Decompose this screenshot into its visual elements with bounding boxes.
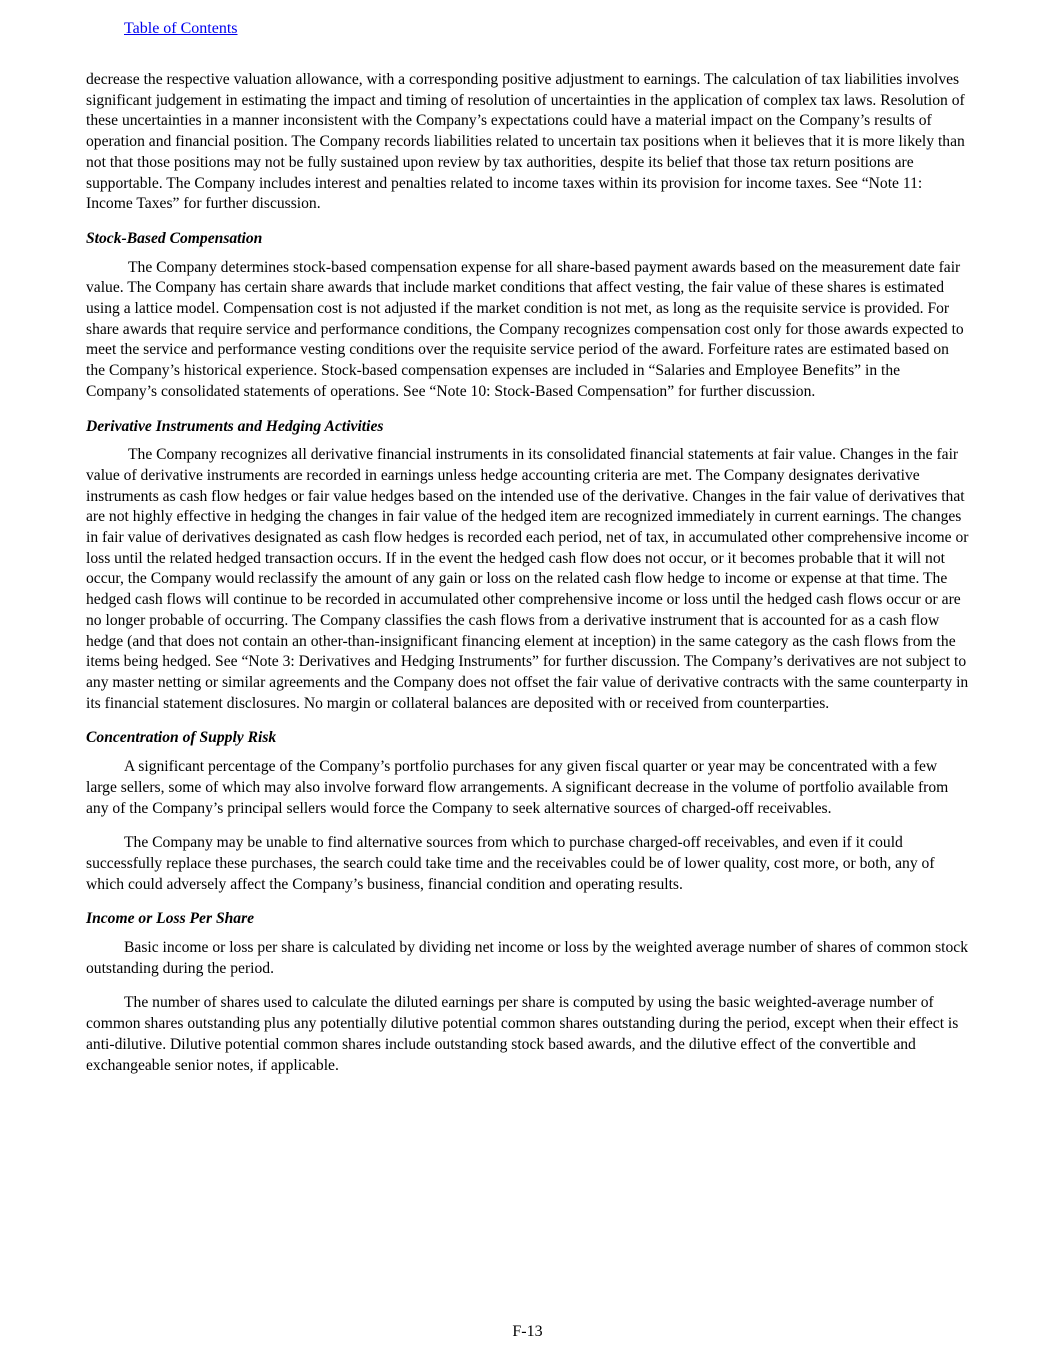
per-share-paragraph-2: The number of shares used to calculate the diluted earnings per share is computed by using the basic weighted-average number of common shares outstanding plus any potentially dilutive potential common shares outstanding during the period, except when their effect is anti-dilutive. Dilutive potential common shares include outstanding stock based awards, and the dilutive effect of the convertible and exchangeable senior notes, if applicable. (86, 994, 959, 1074)
stock-based-compensation-paragraph: The Company determines stock-based compensation expense for all share-based payment awards based on the measurement date fair value. The Company has certain share awards that include market conditions that affect vesting, the fair value of these shares is estimated using a lattice model. Compensation cost is not adjusted if the market condition is not met, as long as the requisite service is provided. For share awards that require service and performance conditions, the Company recognizes compensation cost only for those awards expected to meet the service and performance vesting conditions over the requisite service period of the award. Forfeiture rates are estimated based on the Company’s historical experience. Stock-based compensation expenses are included in “Salaries and Employee Benefits” in the Company’s consolidated statements of operations. See “Note 10: Stock-Based Compensation” for further discussion. (86, 258, 964, 400)
derivatives-paragraph: The Company recognizes all derivative financial instruments in its consolidated financial statements at fair value. Changes in the fair value of derivative instruments are recorded in earnings unless hedge accounting criteria are met. The Company designates derivative instruments as cash flow hedges or fair value hedges based on the intended use of the derivative. Changes in the fair value of derivatives that are not highly effective in hedging the changes in fair value of the hedged item are recognized immediately in current earnings. The changes in fair value of derivatives designated as cash flow hedges is recorded each period, net of tax, in accumulated other comprehensive income or loss until the related hedged transaction occurs. If in the event the hedged cash flow does not occur, or it becomes probable that it will not occur, the Company would reclassify the amount of any gain or loss on the related cash flow hedge to income or expense at that time. The hedged cash flows will continue to be recorded in accumulated other comprehensive income or loss until the hedged cash flows occur or are no longer probable of occurring. The Company classifies the cash flows from a derivative instrument that is accounted for as a cash flow hedge (and that does not contain an other-than-insignificant financing element at inception) in the same category as the cash flows from the items being hedged. See “Note 3: Derivatives and Hedging Instruments” for further discussion. The Company’s derivatives are not subject to any master netting or similar agreements and the Company does not offset the fair value of derivative contracts with the same counterparty in its financial statement disclosures. No margin or collateral balances are deposited with or received from counterparties. (86, 446, 969, 712)
supply-risk-heading: Concentration of Supply Risk (86, 729, 277, 747)
supply-risk-paragraph-1: A significant percentage of the Company’s portfolio purchases for any given fiscal quarter or year may be concentrated with a few large sellers, some of which may also involve forward flow arrangements. A significant decrease in the volume of portfolio available from any of the Company’s principal sellers would force the Company to seek alternative sources of charged-off receivables. (86, 758, 949, 817)
document-body (86, 70, 970, 1076)
table-of-contents-link[interactable]: Table of Contents (124, 20, 238, 37)
tax-continuation-paragraph: decrease the respective valuation allowance, with a corresponding positive adjustment to earnings. The calculation of tax liabilities involves significant judgement in estimating the impact and timing of resolution of uncertainties in the application of complex tax laws. Resolution of these uncertainties in a manner inconsistent with the Company’s expectations could have a material impact on the Company’s results of operation and financial position. The Company records liabilities related to uncertain tax positions when it believes that it is more likely than not that those positions may not be fully sustained upon review by tax authorities, despite its belief that those tax return positions are supportable. The Company includes interest and penalties related to income taxes within its provision for income taxes. See “Note 11: Income Taxes” for further discussion. (86, 71, 965, 213)
per-share-heading: Income or Loss Per Share (86, 910, 255, 928)
stock-based-compensation-heading: Stock-Based Compensation (86, 229, 263, 247)
page-number: F-13 (512, 1323, 543, 1340)
supply-risk-paragraph-2: The Company may be unable to find alternative sources from which to purchase charged-off receivables, and even if it could successfully replace these purchases, the search could take time and the receivables could be of lower quality, cost more, or both, any of which could adversely affect the Company’s business, financial condition and operating results. (86, 834, 935, 893)
derivatives-heading: Derivative Instruments and Hedging Activities (86, 417, 384, 435)
per-share-paragraph-1: Basic income or loss per share is calculated by dividing net income or loss by the weighted average number of shares of common stock outstanding during the period. (86, 939, 968, 977)
